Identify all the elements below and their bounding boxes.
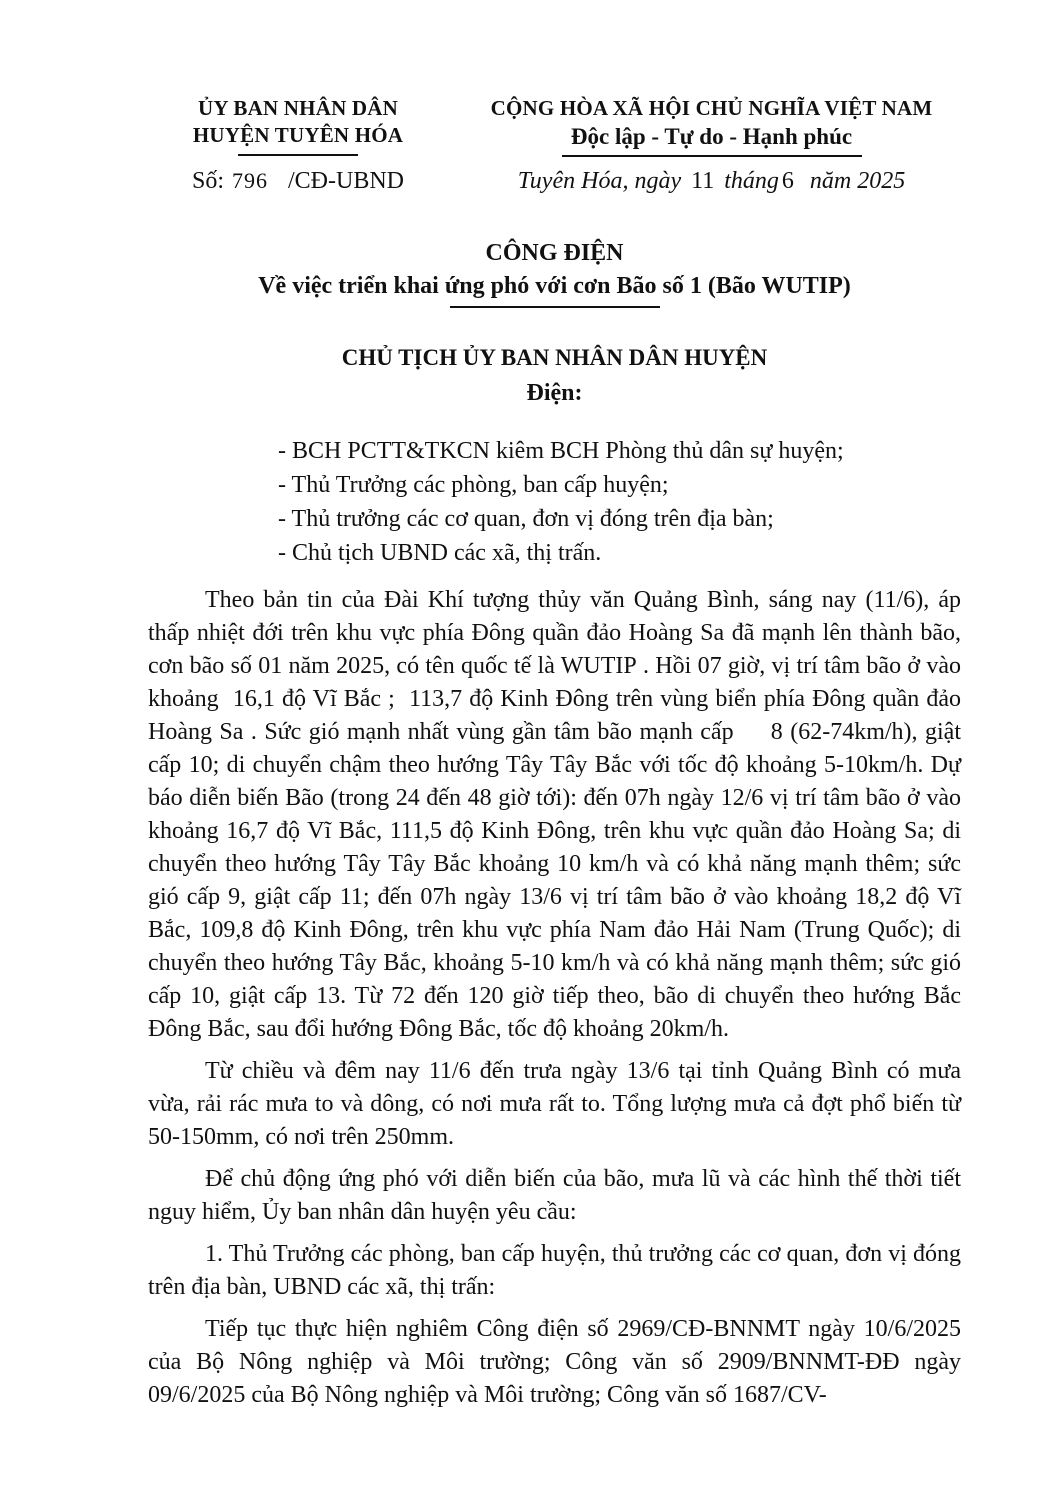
issuer-title: CHỦ TỊCH ỦY BAN NHÂN DÂN HUYỆN <box>341 345 768 370</box>
body-paragraph: Để chủ động ứng phó với diễn biến của bão, mưa lũ và các hình thế thời tiết nguy hiểm, Ủy ban nhân dân huyện yêu cầu: <box>148 1166 961 1225</box>
doc-number-value: 796 <box>232 168 268 193</box>
dien-label: Điện: <box>526 380 583 406</box>
date-day: 11 <box>691 168 715 194</box>
issuing-org-block <box>148 95 448 196</box>
document-subject: Về việc triển khai ứng phó với cơn Bão số 1 (Bão WUTIP) <box>258 273 851 299</box>
title-block <box>148 238 961 408</box>
date-prefix: Tuyên Hóa, ngày <box>517 168 682 194</box>
org-name-line2: HUYỆN TUYÊN HÓA <box>192 123 404 147</box>
recipient-item: - BCH PCTT&TKCN kiêm BCH Phòng thủ dân sự huyện; <box>278 438 844 464</box>
recipient-item: - Thủ Trưởng các phòng, ban cấp huyện; <box>278 472 669 498</box>
national-title: CỘNG HÒA XÃ HỘI CHỦ NGHĨA VIỆT NAM <box>490 96 933 120</box>
date-thang-word: tháng <box>724 168 779 194</box>
place-date-line <box>462 166 961 196</box>
document-body <box>148 584 961 1412</box>
body-paragraph: Từ chiều và đêm nay 11/6 đến trưa ngày 13/6 tại tỉnh Quảng Bình có mưa vừa, rải rác mưa to và dông, có nơi mưa rất to. Tổng lượng mưa cả đợt phổ biến từ 50-150mm, có nơi trên 250mm. <box>148 1058 961 1150</box>
body-paragraph: Tiếp tục thực hiện nghiêm Công điện số 2969/CĐ-BNNMT ngày 10/6/2025 của Bộ Nông nghiệp và Môi trường; Công văn số 2909/BNNMT-ĐĐ ngày 09/6/2025 của Bộ Nông nghiệp và Môi trường; Công văn số 1687/CV- <box>148 1316 961 1408</box>
date-year: năm 2025 <box>809 168 906 194</box>
motto-underline <box>562 155 862 157</box>
body-paragraph: 1. Thủ Trưởng các phòng, ban cấp huyện, thủ trưởng các cơ quan, đơn vị đóng trên địa bàn, UBND các xã, thị trấn: <box>148 1241 961 1300</box>
doc-number-line <box>148 166 448 196</box>
document-type-title: CÔNG ĐIỆN <box>485 240 624 266</box>
national-motto: Độc lập - Tự do - Hạnh phúc <box>570 124 853 149</box>
subject-underline <box>450 306 660 308</box>
date-month: 6 <box>781 168 794 194</box>
recipients-list <box>278 434 961 570</box>
body-paragraph: Theo bản tin của Đài Khí tượng thủy văn Quảng Bình, sáng nay (11/6), áp thấp nhiệt đới trên khu vực phía Đông quần đảo Hoàng Sa đã mạnh lên thành bão, cơn bão số 01 năm 2025, có tên quốc tế là WUTIP . Hồi 07 giờ, vị trí tâm bão ở vào khoảng 16,1 độ Vĩ Bắc ; 113,7 độ Kinh Đông trên vùng biển phía Đông quần đảo Hoàng Sa . Sức gió mạnh nhất vùng gần tâm bão mạnh cấp 8 (62-74km/h), giật cấp 10; di chuyển chậm theo hướng Tây Tây Bắc với tốc độ khoảng 5-10km/h. Dự báo diễn biến Bão (trong 24 đến 48 giờ tới): đến 07h ngày 12/6 vị trí tâm bão ở vào khoảng 16,7 độ Vĩ Bắc, 111,5 độ Kinh Đông, trên khu vực quần đảo Hoàng Sa; di chuyển theo hướng Tây Tây Bắc khoảng 10 km/h và có khả năng mạnh thêm; sức gió cấp 9, giật cấp 11; đến 07h ngày 13/6 vị trí tâm bão ở vào khoảng 18,2 độ Vĩ Bắc, 109,8 độ Kinh Đông, trên khu vực phía Nam đảo Hải Nam (Trung Quốc); di chuyển theo hướng Tây Bắc, khoảng 5-10 km/h và có khả năng mạnh thêm; sức gió cấp 10, giật cấp 13. Từ 72 đến 120 giờ tiếp theo, bão di chuyển theo hướng Bắc Đông Bắc, sau đổi hướng Đông Bắc, tốc độ khoảng 20km/h. <box>148 587 961 1042</box>
org-name-line1: ỦY BAN NHÂN DÂN <box>198 96 398 120</box>
recipient-item: - Thủ trưởng các cơ quan, đơn vị đóng trên địa bàn; <box>278 506 774 532</box>
doc-number-symbol: /CĐ-UBND <box>288 168 405 194</box>
national-header-block <box>462 95 961 196</box>
doc-number-label: Số: <box>191 168 224 194</box>
org-underline <box>238 154 358 156</box>
document-header <box>148 95 961 196</box>
recipient-item: - Chủ tịch UBND các xã, thị trấn. <box>278 540 602 566</box>
